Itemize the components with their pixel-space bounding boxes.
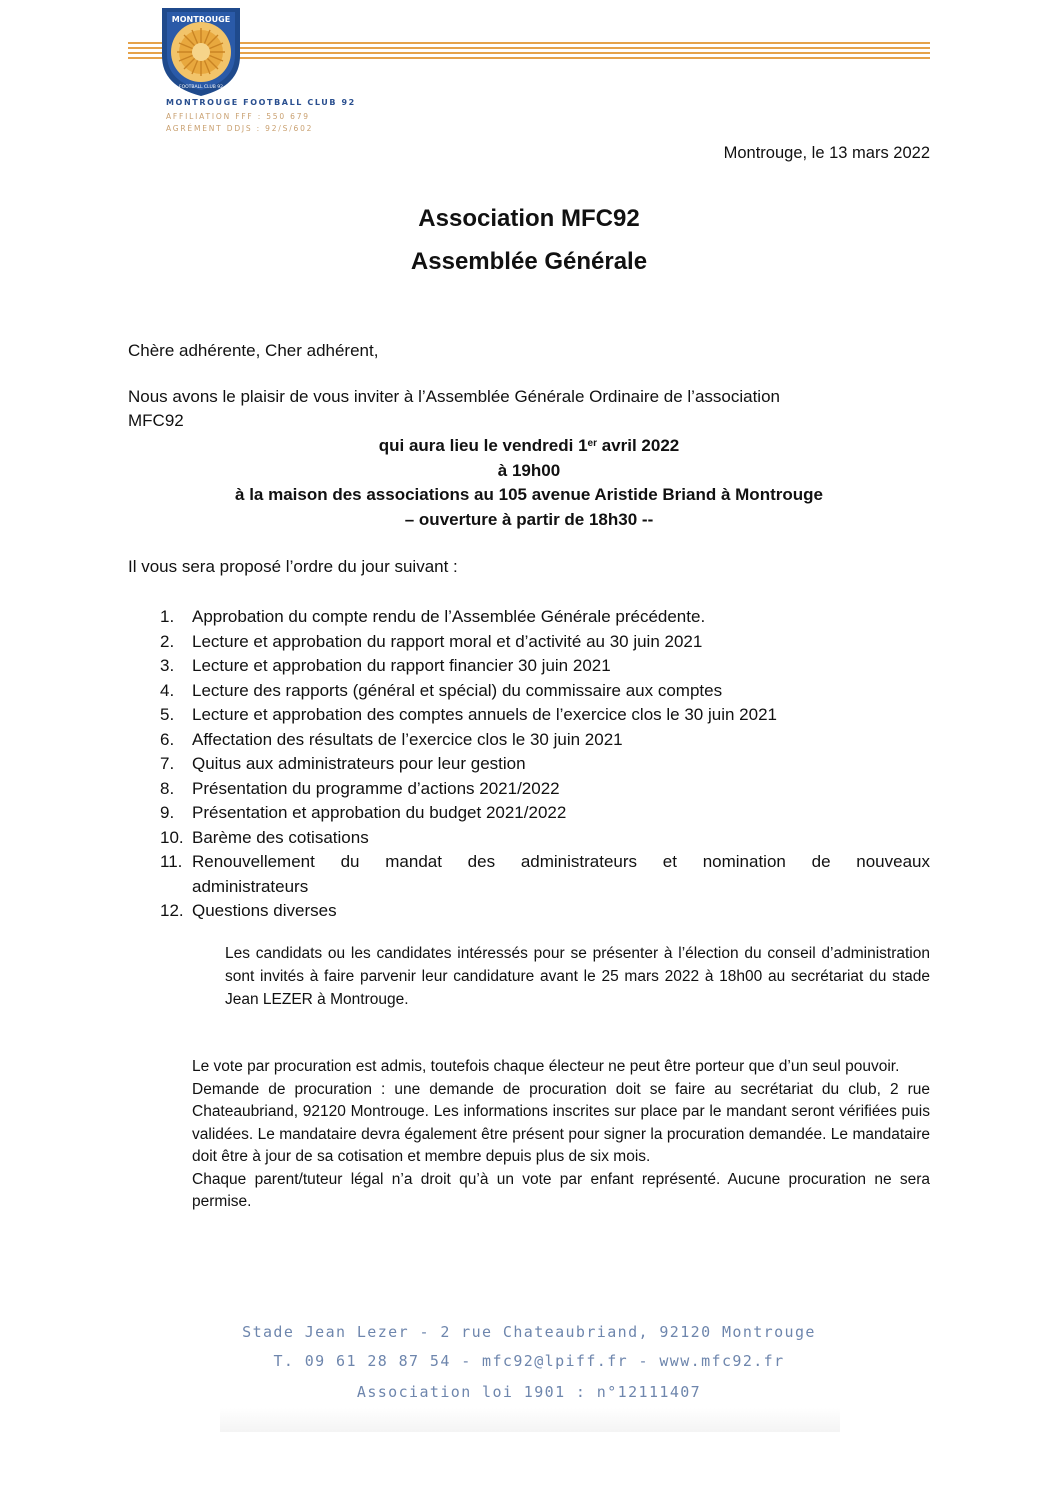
agenda-item-continuation: administrateurs bbox=[192, 876, 309, 896]
intro-line-2: MFC92 bbox=[128, 411, 184, 430]
document-subtitle: Assemblée Générale bbox=[410, 248, 648, 275]
agenda-item: 11. Renouvellement du mandat des administrateurs et nomination de nouveaux bbox=[160, 852, 930, 871]
event-place: à la maison des associations au 105 avenue Aristide Briand à Montrouge bbox=[235, 485, 823, 504]
footer-contact: T. 09 61 28 87 54 - mfc92@lpiff.fr - www.mfc92.fr bbox=[273, 1352, 785, 1370]
document-title: Association MFC92 bbox=[418, 205, 640, 232]
logo-text-bottom: FOOTBALL CLUB 92 bbox=[179, 85, 223, 90]
agenda-item: 1. Approbation du compte rendu de l’Assemblée Générale précédente. bbox=[160, 607, 706, 626]
header-rule bbox=[128, 42, 930, 62]
agenda-item: 6. Affectation des résultats de l’exercice clos le 30 juin 2021 bbox=[160, 729, 623, 749]
agenda-item: 8. Présentation du programme d’actions 2021/2022 bbox=[160, 778, 560, 798]
club-name: MONTROUGE FOOTBALL CLUB 92 bbox=[166, 98, 356, 107]
agenda-item: 4. Lecture des rapports (général et spécial) du commissaire aux comptes bbox=[160, 680, 723, 700]
event-time: à 19h00 bbox=[497, 461, 561, 480]
proxy-info bbox=[192, 1056, 930, 1214]
club-affiliation: AFFILIATION FFF : 550 679 bbox=[166, 112, 310, 121]
agenda-item: 7. Quitus aux administrateurs pour leur gestion bbox=[160, 754, 526, 773]
agenda-item: 3. Lecture et approbation du rapport financier 30 juin 2021 bbox=[160, 656, 611, 675]
agenda-item: 5. Lecture et approbation des comptes annuels de l’exercice clos le 30 juin 2021 bbox=[160, 705, 777, 724]
intro-line-1: Nous avons le plaisir de vous inviter à l’Assemblée Générale Ordinaire de l’association bbox=[128, 387, 780, 406]
agenda-item: 10. Barème des cotisations bbox=[160, 827, 369, 847]
greeting: Chère adhérente, Cher adhérent, bbox=[128, 341, 379, 360]
proxy-paragraph-1: Le vote par procuration est admis, toutefois chaque électeur ne peut être porteur que d’un seul pouvoir. bbox=[192, 1058, 900, 1075]
footer-association: Association loi 1901 : n°12111407 bbox=[356, 1383, 702, 1401]
candidates-note: Les candidats ou les candidates intéressés pour se présenter à l’élection du conseil d’administration sont invités à faire parvenir leur candidature avant le 25 mars 2022 à 18h00 au secrétariat du stade Jean LEZER à Montrouge. bbox=[225, 945, 930, 1008]
event-opening: – ouverture à partir de 18h30 -- bbox=[404, 510, 654, 529]
logo-text-top: MONTROUGE bbox=[171, 15, 231, 24]
date-line: Montrouge, le 13 mars 2022 bbox=[723, 144, 930, 162]
proxy-paragraph-2: Demande de procuration : une demande de procuration doit se faire au secrétariat du club, 2 rue Chateaubriand, 92120 Montrouge. Les informations inscrites sur place par le mandant seront vérifiées puis validées. Le mandataire devra également être présent pour signer la procuration demandée. Le mandataire doit être à jour de sa cotisation et membre depuis plus de six mois. bbox=[192, 1080, 930, 1165]
club-logo-icon bbox=[158, 2, 244, 98]
footer-background bbox=[220, 1408, 840, 1432]
agenda-intro: Il vous sera proposé l’ordre du jour suivant : bbox=[128, 557, 458, 576]
agenda-item: 12. Questions diverses bbox=[160, 901, 337, 920]
footer-address: Stade Jean Lezer - 2 rue Chateaubriand, 92120 Montrouge bbox=[242, 1323, 816, 1341]
agenda-list bbox=[128, 605, 930, 924]
agenda-item: 2. Lecture et approbation du rapport moral et d’activité au 30 juin 2021 bbox=[160, 631, 703, 651]
agenda-item: 9. Présentation et approbation du budget 2021/2022 bbox=[160, 803, 567, 822]
proxy-paragraph-3: Chaque parent/tuteur légal n’a droit qu’à un vote par enfant représenté. Aucune procuration ne sera permise. bbox=[192, 1170, 930, 1210]
event-date: qui aura lieu le vendredi 1er avril 2022 bbox=[378, 436, 680, 455]
club-agrement: AGRÉMENT DDJS : 92/S/602 bbox=[166, 124, 314, 133]
